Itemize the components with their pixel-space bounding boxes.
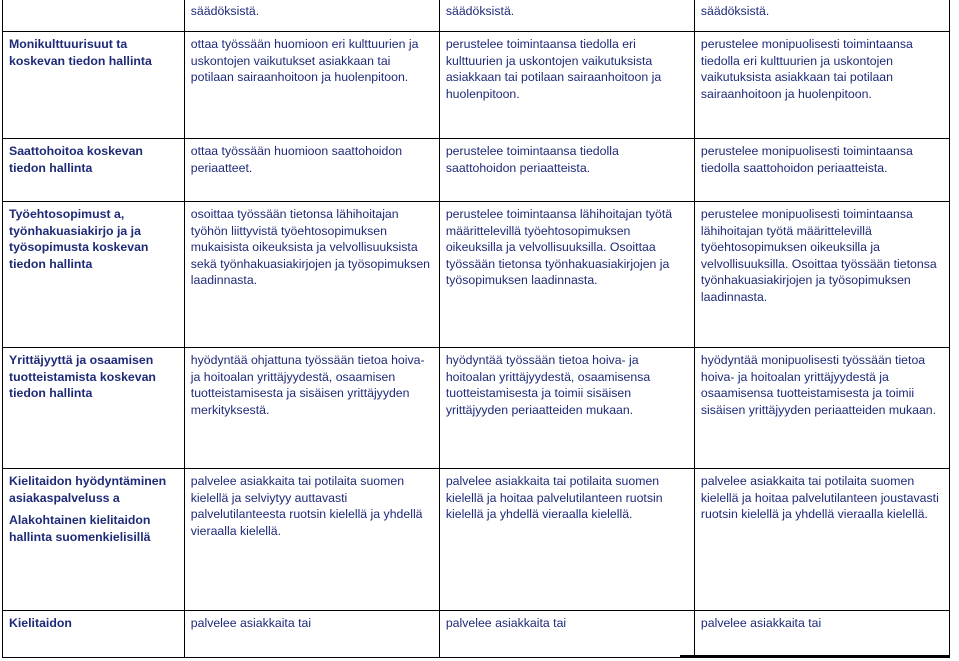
criterion-label: Yrittäjyyttä ja osaamisen tuotteistamista koskevan tiedon hallinta	[3, 348, 185, 469]
table-row	[3, 469, 950, 611]
level-2-cell: perustelee toimintaansa tiedolla saattohoidon periaatteista.	[439, 139, 694, 202]
level-1-cell: säädöksistä.	[184, 0, 439, 32]
table-row	[3, 139, 950, 202]
level-1-cell: palvelee asiakkaita tai	[184, 611, 439, 658]
level-2-cell: hyödyntää työssään tietoa hoiva- ja hoitoalan yrittäjyydestä, osaamisensa tuotteistamisesta ja toimii sisäisen yrittäjyyden periaatteiden mukaan.	[439, 348, 694, 469]
level-2-cell: perustelee toimintaansa tiedolla eri kulttuurien ja uskontojen vaikutuksista asiakkaan tai potilaan sairaanhoitoon ja huolenpitoon.	[439, 32, 694, 139]
table-row	[3, 0, 950, 32]
level-3-cell: palvelee asiakkaita tai	[694, 611, 949, 658]
level-3-cell: hyödyntää monipuolisesti työssään tietoa hoiva- ja hoitoalan yrittäjyydestä ja osaamisensa tuotteistamisesta ja toimii sisäisen yrittäjyyden periaatteiden mukaan.	[694, 348, 949, 469]
level-1-cell: osoittaa työssään tietonsa lähihoitajan työhön liittyvistä työehtosopimuksen mukaisista oikeuksista ja velvollisuuksista sekä työnhakuasiakirjojen ja työsopimuksen laadinnasta.	[184, 202, 439, 348]
criterion-label: Työehtosopimust a, työnhakuasiakirjo ja ja työsopimusta koskevan tiedon hallinta	[3, 202, 185, 348]
level-1-cell: ottaa työssään huomioon saattohoidon periaatteet.	[184, 139, 439, 202]
level-1-cell: ottaa työssään huomioon eri kulttuurien ja uskontojen vaikutukset asiakkaan tai potilaan sairaanhoitoon ja huolenpitoon.	[184, 32, 439, 139]
level-2-cell: perustelee toimintaansa lähihoitajan työtä määrittelevillä työehtosopimuksen oikeuksilla ja velvollisuuksilla. Osoittaa työssään tietonsa työnhakuasiakirjojen ja työsopimuksen laadinnasta.	[439, 202, 694, 348]
level-2-cell: säädöksistä.	[439, 0, 694, 32]
criterion-sublabel: Alakohtainen kielitaidon hallinta suomenkielisillä	[9, 513, 151, 544]
level-2-cell: palvelee asiakkaita tai potilaita suomen kielellä ja hoitaa palvelutilanteen ruotsin kielellä ja yhdellä vieraalla kielellä.	[439, 469, 694, 611]
level-3-cell: perustelee monipuolisesti toimintaansa tiedolla eri kulttuurien ja uskontojen vaikutuksista asiakkaan tai potilaan sairaanhoitoon ja huolenpitoon.	[694, 32, 949, 139]
level-3-cell: perustelee monipuolisesti toimintaansa lähihoitajan työtä määrittelevillä työehtosopimuksen oikeuksilla ja velvollisuuksilla. Osoittaa työssään tietonsa työnhakuasiakirjojen ja työsopimuksen laadinnasta.	[694, 202, 949, 348]
table-row	[3, 32, 950, 139]
level-3-cell: perustelee monipuolisesti toimintaansa tiedolla saattohoidon periaatteista.	[694, 139, 949, 202]
table-row	[3, 202, 950, 348]
level-2-cell: palvelee asiakkaita tai	[439, 611, 694, 658]
assessment-criteria-table	[2, 0, 950, 658]
table-row	[3, 348, 950, 469]
bottom-rule	[680, 655, 950, 657]
criterion-label	[3, 0, 185, 32]
criterion-label: Saattohoitoa koskevan tiedon hallinta	[3, 139, 185, 202]
criterion-label: Kielitaidon hyödyntäminen asiakaspalveluss a	[9, 474, 167, 505]
level-1-cell: hyödyntää ohjattuna työssään tietoa hoiva- ja hoitoalan yrittäjyydestä, osaamisen tuotteistamisesta ja sisäisen yrittäjyyden merkityksestä.	[184, 348, 439, 469]
criterion-label: Monikulttuurisuut ta koskevan tiedon hallinta	[3, 32, 185, 139]
level-3-cell: palvelee asiakkaita tai potilaita suomen kielellä ja hoitaa palvelutilanteen joustavasti ruotsin kielellä ja yhdellä vieraalla kielellä.	[694, 469, 949, 611]
criterion-label-cell	[3, 469, 185, 611]
level-1-cell: palvelee asiakkaita tai potilaita suomen kielellä ja selviytyy auttavasti palvelutilanteesta ruotsin kielellä ja yhdellä vieraalla kielellä.	[184, 469, 439, 611]
criterion-label: Kielitaidon	[3, 611, 185, 658]
table-row	[3, 611, 950, 658]
level-3-cell: säädöksistä.	[694, 0, 949, 32]
